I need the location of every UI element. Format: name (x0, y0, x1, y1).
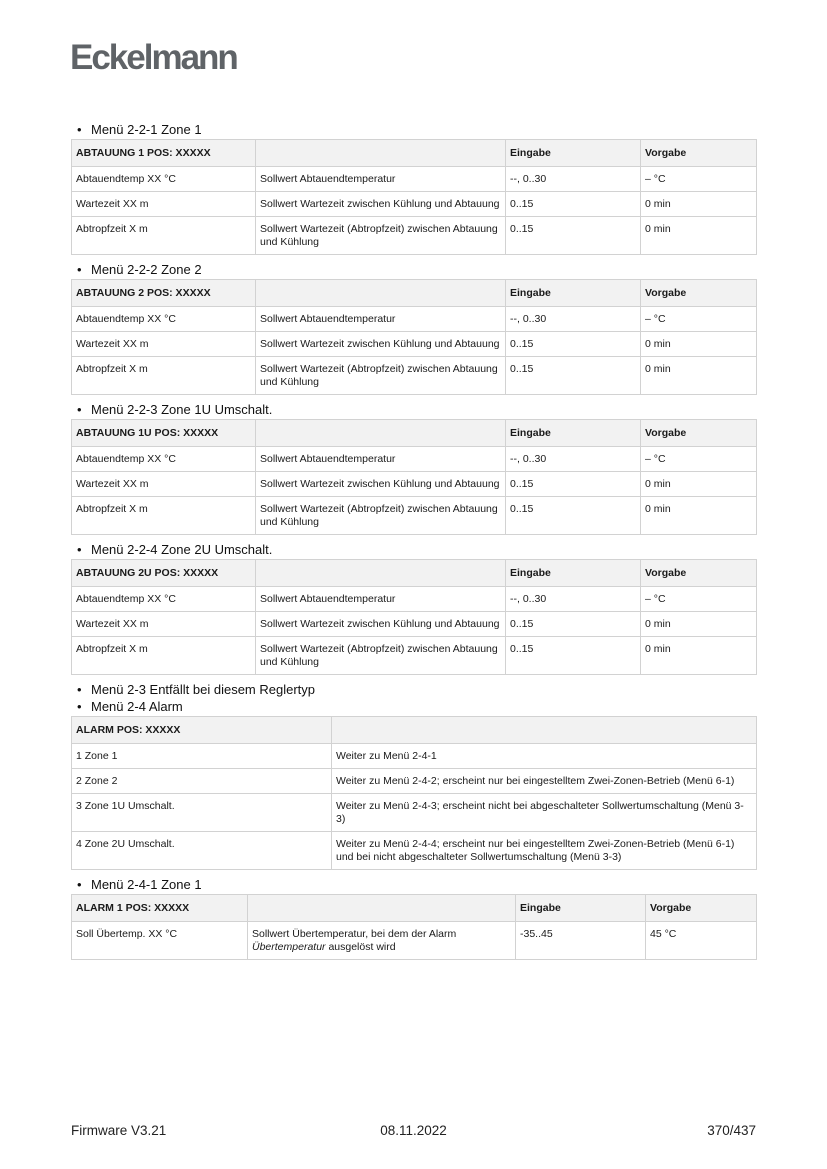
table-cell: 2 Zone 2 (72, 769, 332, 794)
table-cell: 0 min (641, 472, 757, 497)
table-cell: 1 Zone 1 (72, 744, 332, 769)
header-cell: Eingabe (506, 140, 641, 167)
table-header-row (72, 895, 757, 922)
table-cell: Sollwert Wartezeit (Abtropfzeit) zwischen Abtauung und Kühlung (256, 217, 506, 255)
table-cell: 0 min (641, 612, 757, 637)
table-row (72, 744, 757, 769)
table-cell: Abtropfzeit X m (72, 357, 256, 395)
table-cell: --, 0..30 (506, 307, 641, 332)
table-row (72, 217, 757, 255)
table-cell: 0..15 (506, 637, 641, 675)
table-cell: 0..15 (506, 217, 641, 255)
table-cell: Sollwert Abtauendtemperatur (256, 307, 506, 332)
table-cell: 0..15 (506, 192, 641, 217)
page-content (71, 121, 756, 960)
desc-italic: Übertemperatur (252, 941, 326, 953)
table-cell: Sollwert Abtauendtemperatur (256, 587, 506, 612)
table-cell (248, 922, 516, 960)
table-cell: Sollwert Abtauendtemperatur (256, 167, 506, 192)
table-cell: 0..15 (506, 357, 641, 395)
table-row (72, 192, 757, 217)
header-cell (248, 895, 516, 922)
table-cell: Wartezeit XX m (72, 192, 256, 217)
table-cell: Abtropfzeit X m (72, 497, 256, 535)
header-cell: Eingabe (516, 895, 646, 922)
table-row (72, 167, 757, 192)
section-title-menu-2-4-1: • Menü 2-4-1 Zone 1 (77, 877, 202, 892)
table-cell: 4 Zone 2U Umschalt. (72, 832, 332, 870)
table-header-row (72, 717, 757, 744)
header-cell: ABTAUUNG 1U POS: XXXXX (72, 420, 256, 447)
table-cell: 0 min (641, 357, 757, 395)
table-abtauung-1u (71, 419, 757, 535)
table-cell: Abtauendtemp XX °C (72, 587, 256, 612)
table-cell: Weiter zu Menü 2-4-4; erscheint nur bei eingestelltem Zwei-Zonen-Betrieb (Menü 6-1) und bei nicht abgeschalteter Sollwertumschaltung (Menü 3-3) (332, 832, 757, 870)
table-alarm-1 (71, 894, 757, 960)
section-title-menu-2-4: • Menü 2-4 Alarm (77, 699, 183, 714)
table-header-row (72, 420, 757, 447)
table-cell: Sollwert Wartezeit (Abtropfzeit) zwischen Abtauung und Kühlung (256, 497, 506, 535)
table-cell: 0 min (641, 192, 757, 217)
table-cell: – °C (641, 167, 757, 192)
table-cell: --, 0..30 (506, 587, 641, 612)
table-cell: Wartezeit XX m (72, 472, 256, 497)
section-title-menu-2-3: • Menü 2-3 Entfällt bei diesem Reglertyp (77, 682, 316, 697)
header-cell: Vorgabe (646, 895, 757, 922)
table-cell: 0 min (641, 637, 757, 675)
table-row (72, 612, 757, 637)
table-row (72, 307, 757, 332)
header-cell: Eingabe (506, 560, 641, 587)
footer-page-number: 370/437 (707, 1123, 756, 1138)
header-cell (256, 420, 506, 447)
header-cell: Vorgabe (641, 560, 757, 587)
table-cell: 0..15 (506, 332, 641, 357)
table-alarm (71, 716, 757, 870)
header-cell: Vorgabe (641, 420, 757, 447)
eckelmann-logo: Eckelmann (70, 38, 237, 77)
table-header-row (72, 280, 757, 307)
table-cell: --, 0..30 (506, 447, 641, 472)
table-cell: – °C (641, 307, 757, 332)
header-cell (332, 717, 757, 744)
table-row (72, 637, 757, 675)
table-cell: --, 0..30 (506, 167, 641, 192)
table-cell: Sollwert Wartezeit (Abtropfzeit) zwischen Abtauung und Kühlung (256, 357, 506, 395)
table-row (72, 447, 757, 472)
table-row (72, 832, 757, 870)
table-cell: 0 min (641, 332, 757, 357)
table-cell: Abtauendtemp XX °C (72, 447, 256, 472)
table-cell: -35..45 (516, 922, 646, 960)
table-abtauung-2u (71, 559, 757, 675)
table-cell: Sollwert Wartezeit zwischen Kühlung und Abtauung (256, 332, 506, 357)
table-cell: Soll Übertemp. XX °C (72, 922, 248, 960)
table-cell: – °C (641, 447, 757, 472)
table-row (72, 794, 757, 832)
section-title-menu-2-2-1: • Menü 2-2-1 Zone 1 (77, 122, 202, 137)
table-cell: 45 °C (646, 922, 757, 960)
table-cell: 0 min (641, 217, 757, 255)
table-row (72, 769, 757, 794)
header-cell (256, 140, 506, 167)
table-cell: 0..15 (506, 472, 641, 497)
table-cell: Wartezeit XX m (72, 612, 256, 637)
table-cell: Sollwert Wartezeit zwischen Kühlung und Abtauung (256, 472, 506, 497)
table-row (72, 497, 757, 535)
table-header-row (72, 140, 757, 167)
table-row (72, 472, 757, 497)
table-cell: Sollwert Wartezeit (Abtropfzeit) zwischen Abtauung und Kühlung (256, 637, 506, 675)
table-row (72, 332, 757, 357)
table-row (72, 922, 757, 960)
table-abtauung-2 (71, 279, 757, 395)
section-title-menu-2-2-4: • Menü 2-2-4 Zone 2U Umschalt. (77, 542, 273, 557)
table-cell: Abtauendtemp XX °C (72, 167, 256, 192)
table-abtauung-1 (71, 139, 757, 255)
header-cell: ABTAUUNG 2 POS: XXXXX (72, 280, 256, 307)
desc-suffix: ausgelöst wird (325, 941, 396, 953)
section-title-menu-2-2-2: • Menü 2-2-2 Zone 2 (77, 262, 202, 277)
header-cell: ALARM POS: XXXXX (72, 717, 332, 744)
footer-firmware: Firmware V3.21 (71, 1123, 167, 1138)
page-footer (71, 1123, 756, 1139)
table-cell: 0 min (641, 497, 757, 535)
header-cell: Vorgabe (641, 280, 757, 307)
header-cell: ALARM 1 POS: XXXXX (72, 895, 248, 922)
header-cell: ABTAUUNG 1 POS: XXXXX (72, 140, 256, 167)
header-cell: Eingabe (506, 420, 641, 447)
header-cell (256, 280, 506, 307)
table-cell: Sollwert Abtauendtemperatur (256, 447, 506, 472)
table-cell: Weiter zu Menü 2-4-1 (332, 744, 757, 769)
footer-date: 08.11.2022 (380, 1123, 447, 1138)
table-cell: Abtropfzeit X m (72, 637, 256, 675)
table-cell: Weiter zu Menü 2-4-2; erscheint nur bei eingestelltem Zwei-Zonen-Betrieb (Menü 6-1) (332, 769, 757, 794)
header-cell: Vorgabe (641, 140, 757, 167)
section-title-menu-2-2-3: • Menü 2-2-3 Zone 1U Umschalt. (77, 402, 273, 417)
header-cell (256, 560, 506, 587)
header-cell: ABTAUUNG 2U POS: XXXXX (72, 560, 256, 587)
table-cell: Weiter zu Menü 2-4-3; erscheint nicht bei abgeschalteter Sollwertumschaltung (Menü 3-3) (332, 794, 757, 832)
table-cell: Sollwert Wartezeit zwischen Kühlung und Abtauung (256, 192, 506, 217)
desc-prefix: Sollwert Übertemperatur, bei dem der Alarm (252, 928, 457, 940)
table-cell: Sollwert Wartezeit zwischen Kühlung und Abtauung (256, 612, 506, 637)
header-cell: Eingabe (506, 280, 641, 307)
table-cell: Abtauendtemp XX °C (72, 307, 256, 332)
table-cell: – °C (641, 587, 757, 612)
table-cell: Wartezeit XX m (72, 332, 256, 357)
table-header-row (72, 560, 757, 587)
table-cell: 0..15 (506, 612, 641, 637)
table-row (72, 587, 757, 612)
table-cell: Abtropfzeit X m (72, 217, 256, 255)
table-row (72, 357, 757, 395)
table-cell: 0..15 (506, 497, 641, 535)
table-cell: 3 Zone 1U Umschalt. (72, 794, 332, 832)
